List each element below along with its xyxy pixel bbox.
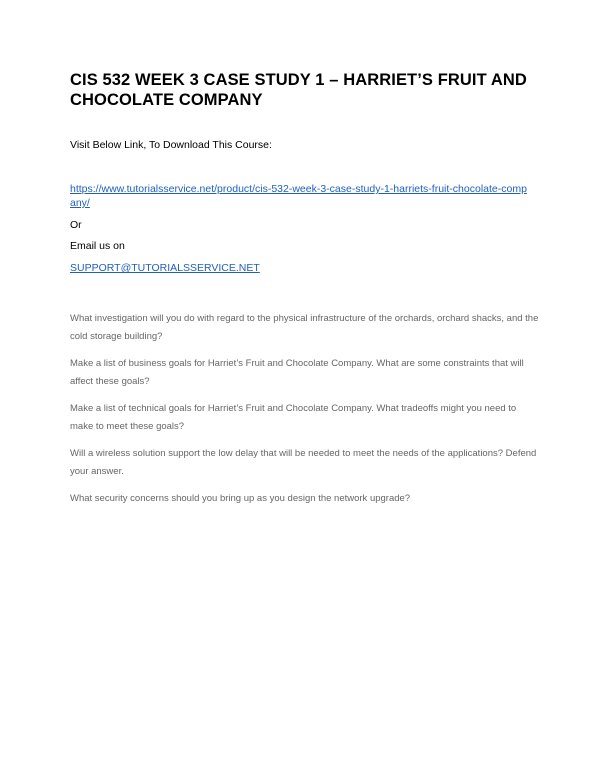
support-email-link[interactable]: SUPPORT@TUTORIALSSERVICE.NET [70, 262, 260, 274]
question-item: Make a list of business goals for Harriet’s Fruit and Chocolate Company. What are some constraints that will affect these goals? [70, 358, 524, 387]
course-download-link[interactable]: https://www.tutorialsservice.net/product/cis-532-week-3-case-study-1-harriets-fruit-chocolate-company/ [70, 183, 527, 209]
question-list [70, 310, 540, 517]
document-title: CIS 532 WEEK 3 CASE STUDY 1 – HARRIET’S FRUIT AND CHOCOLATE COMPANY [70, 71, 527, 109]
or-text: Or [70, 219, 82, 231]
email-label: Email us on [70, 240, 125, 252]
question-item: What investigation will you do with regard to the physical infrastructure of the orchards, orchard shacks, and the cold storage building? [70, 313, 539, 342]
question-item: What security concerns should you bring up as you design the network upgrade? [70, 493, 411, 504]
question-item: Will a wireless solution support the low delay that will be needed to meet the needs of the applications? Defend your answer. [70, 448, 537, 477]
course-link-container [70, 182, 530, 210]
visit-instruction: Visit Below Link, To Download This Course: [70, 139, 272, 151]
question-item: Make a list of technical goals for Harriet’s Fruit and Chocolate Company. What tradeoffs might you need to make to meet these goals? [70, 403, 517, 432]
